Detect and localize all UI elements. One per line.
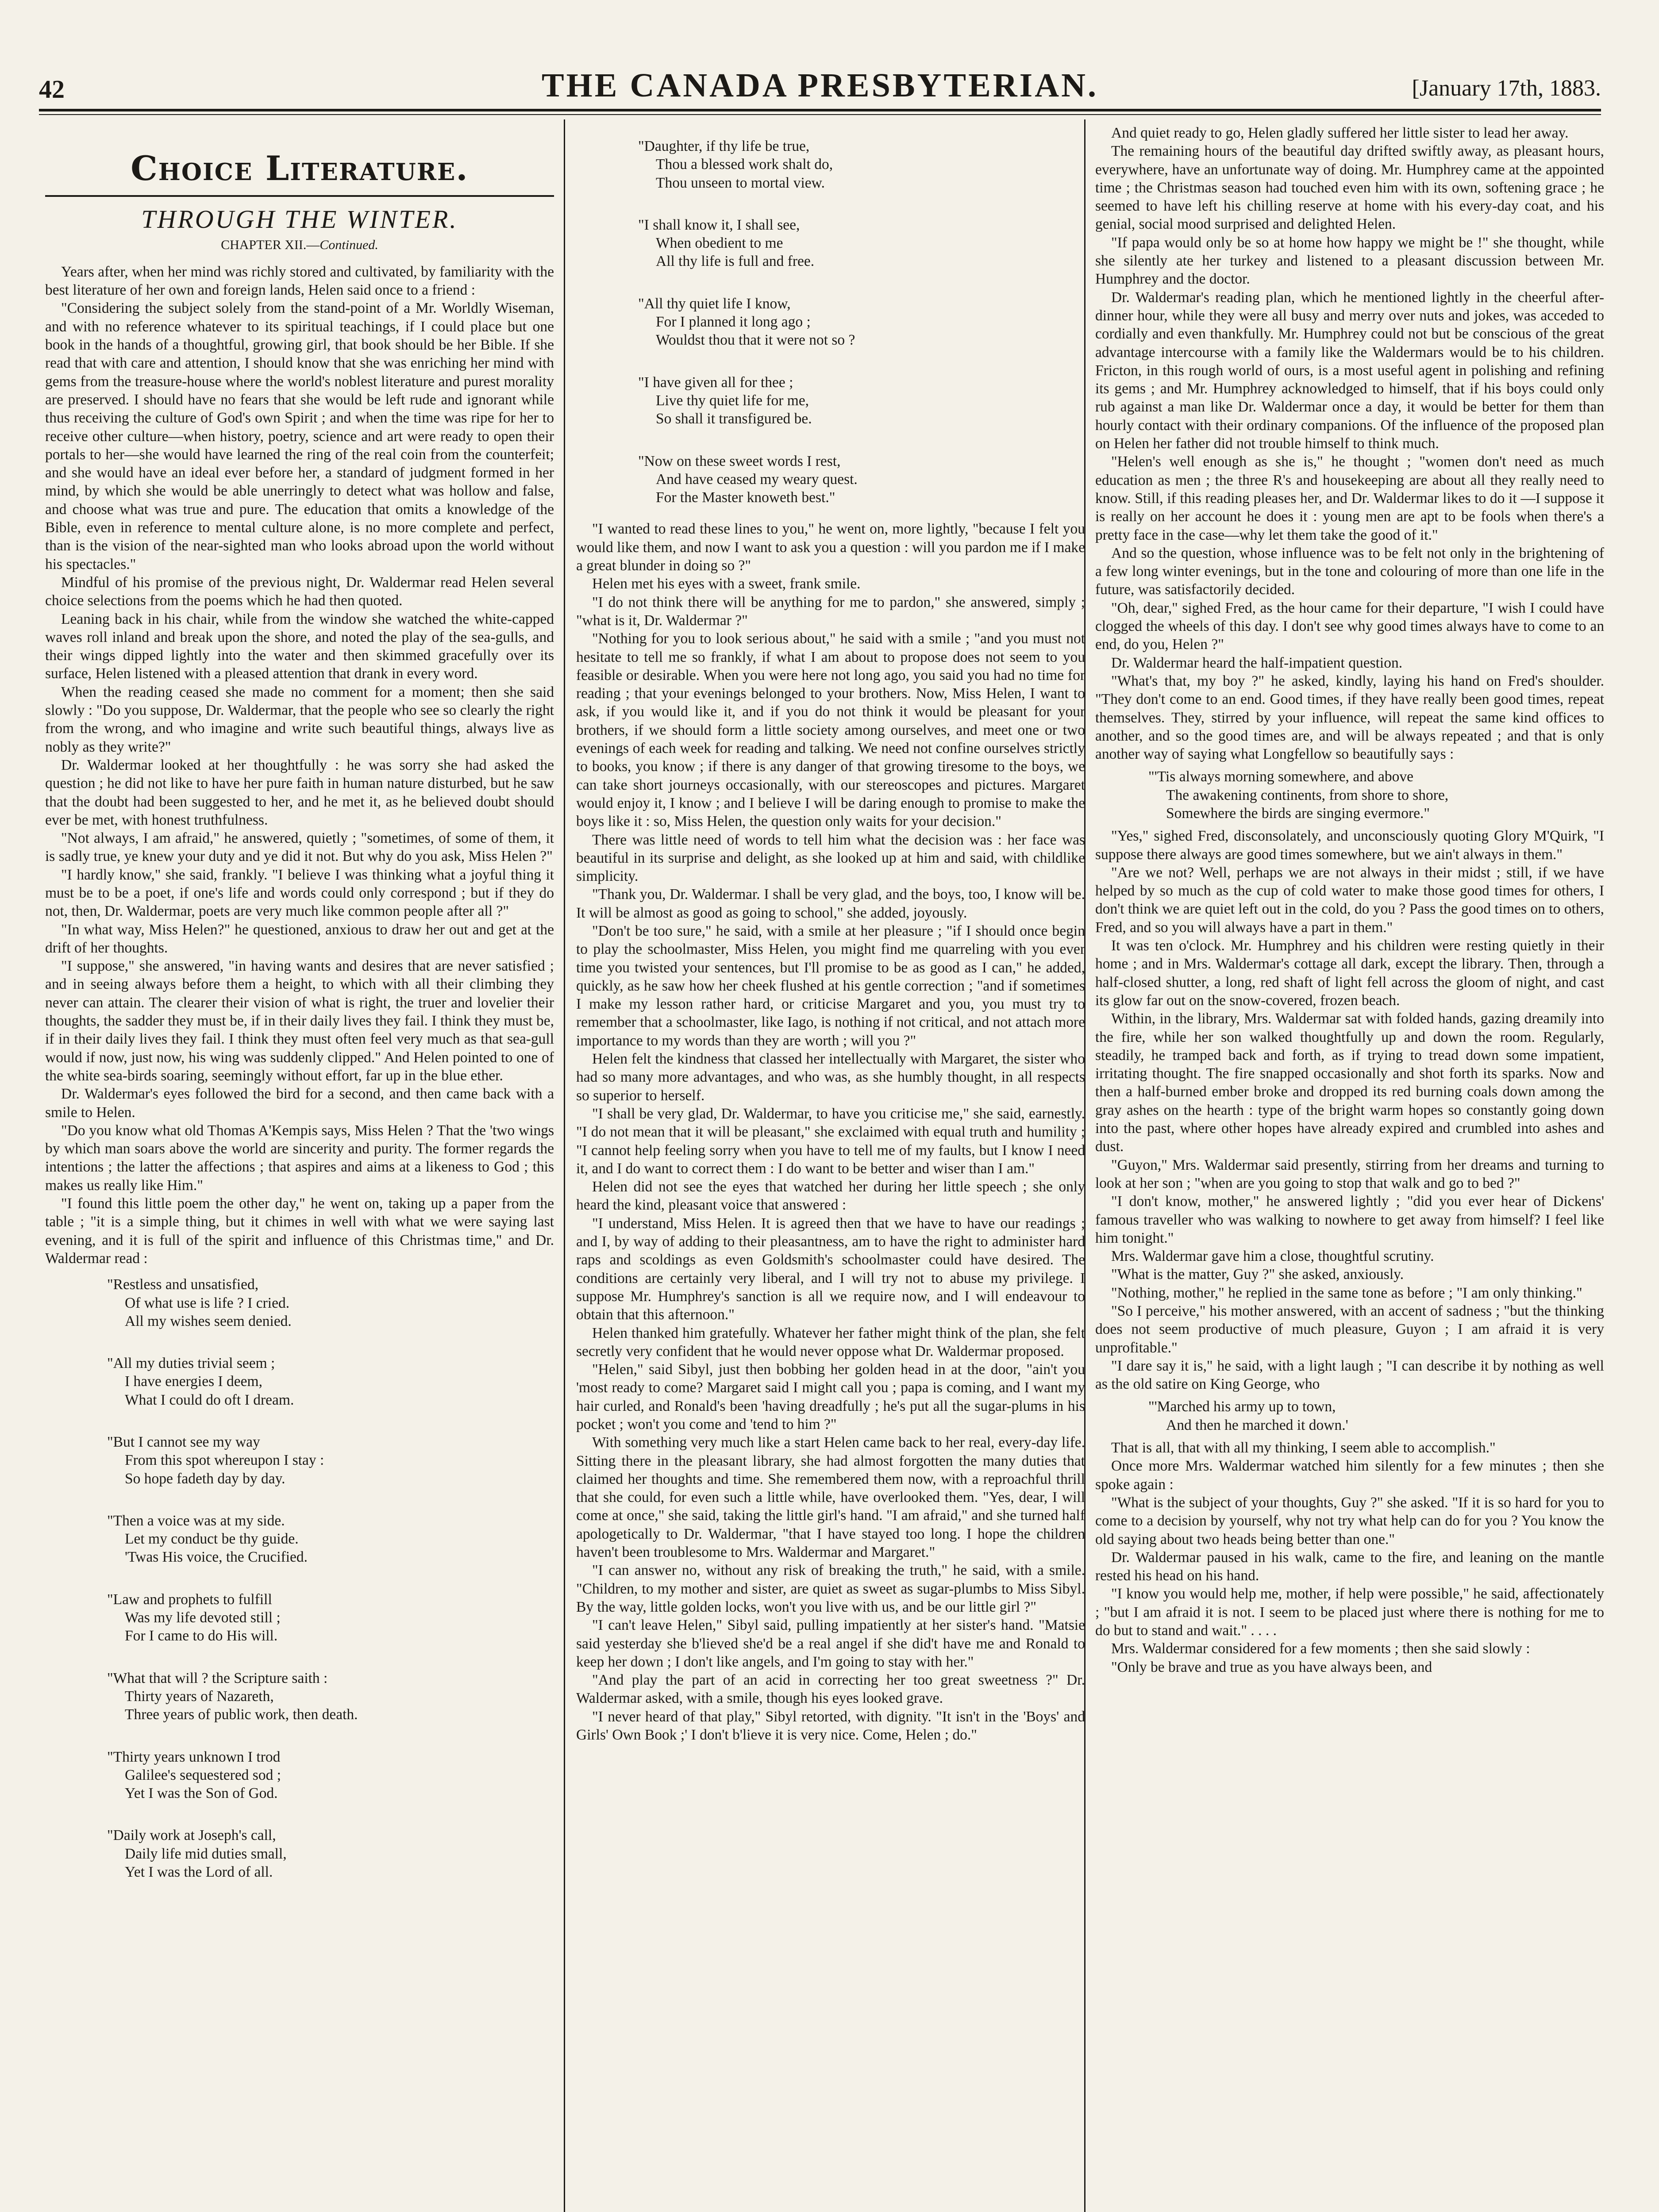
paragraph: "Helen's well enough as she is," he thought ; "women don't need as much education as men ; the three R's and housekeeping are about all they really need to know. Still, if this reading pleases her, and Dr. Waldermar likes to do it —I suppose it is really on her account he does it : young men are apt to be fools when there's a pretty face in the case—why let them take the good of it." <box>1095 453 1604 543</box>
poem-line: "Daily work at Joseph's call, <box>107 1827 276 1844</box>
chapter-continued: Continued. <box>319 237 378 252</box>
paragraph: "I never heard of that play," Sibyl retorted, with dignity. "It isn't in the 'Boys' and Girls' Own Book ;' I don't b'lieve it is very nice. Come, Helen ; do." <box>576 1708 1085 1743</box>
paragraph: Leaning back in his chair, while from the window she watched the white-capped waves roll inland and break upon the shore, and noted the play of the sea-gulls, and their wings dipped lightly into the water and then skimmed gracefully over its surface, Helen listened with a pleased attention that drank in every word. <box>45 611 554 682</box>
poem-line: "What that will ? the Scripture saith : <box>107 1670 328 1686</box>
poem-line: "Thirty years unknown I trod <box>107 1748 281 1765</box>
poem-line: All my wishes seem denied. <box>125 1313 292 1329</box>
poem-stanza <box>107 1748 554 1803</box>
paragraph: "Do you know what old Thomas A'Kempis says, Miss Helen ? That the 'two wings by which man soars above the world are sincerity and purity. The former regards the intentions ; the latter the affections ; that aspires and aims at a likeness to God ; this makes us really like Him." <box>45 1122 554 1194</box>
paragraph: "In what way, Miss Helen?" he questioned, anxious to draw her out and get at the drift of her thoughts. <box>45 921 554 956</box>
paragraph: "I know you would help me, mother, if help were possible," he said, affectionately ; "but I am afraid it is not. I seem to be placed just where there is nothing for me to do but to stand and wait." . . . . <box>1095 1586 1604 1639</box>
poem-stanza <box>107 1826 554 1881</box>
paragraph: Once more Mrs. Waldermar watched him silently for a few minutes ; then she spoke again : <box>1095 1458 1604 1493</box>
paragraph: "Considering the subject solely from the stand-point of a Mr. Worldly Wiseman, and with no reference whatever to its spiritual teachings, if I could place but one book in the hands of a thoughtful, growing girl, that book should be her Bible. If she read that with care and attention, I should know that she was enriching her mind with gems from the treasure-house where the world's noblest literature and purest morality are preserved. I should have no fears that she would be left rude and ignorant while thus receiving the culture of God's own Spirit ; and when the time was ripe for her to receive other culture—when history, poetry, science and art were ready to open their portals to her—she would have learned the ring of the real coin from the counterfeit; and she would have an ideal ever before her, a standard of judgment formed in her mind, by which she would be able unerringly to detect what was hollow and false, and choose what was true and pure. The education that omits a knowledge of the Bible, even in reference to mental culture alone, is no more complete and perfect, than is the vision of the near-sighted man who looks abroad upon the world without his spectacles." <box>45 300 554 572</box>
masthead-rule-thin <box>39 114 1601 115</box>
paragraph: "I dare say it is," he said, with a light laugh ; "I can describe it by nothing as well as the old satire on King George, who <box>1095 1357 1604 1393</box>
story-title: THROUGH THE WINTER. <box>141 205 458 234</box>
paragraph: "I suppose," she answered, "in having wants and desires that are never satisfied ; and in seeing always before them a height, to which with all their climbing they never can attain. The clearer their vision of what is right, the truer and lovelier their thoughts, the sadder they must be, if in their daily lives they fail. I think they must be, if in their daily lives they fail. I think they must often feel very much as that sea-gull would if now, just now, his wing was suddenly clipped." And Helen pointed to one of the white sea-birds soaring, seemingly without effort, far up in the blue ether. <box>45 958 554 1084</box>
poem-line: And have ceased my weary quest. <box>656 471 858 488</box>
paragraph: "What is the matter, Guy ?" she asked, anxiously. <box>1111 1266 1404 1283</box>
poem-line: From this spot whereupon I stay : <box>125 1452 324 1469</box>
poem-line: "All thy quiet life I know, <box>638 295 791 312</box>
poem-line: The awakening continents, from shore to shore, <box>1166 787 1449 803</box>
poem-line: "'Tis always morning somewhere, and above <box>1148 768 1414 785</box>
paragraph: "Nothing, mother," he replied in the same tone as before ; "I am only thinking." <box>1111 1284 1582 1301</box>
poem-stanza <box>107 1669 554 1724</box>
poem-line: So shall it transfigured be. <box>656 411 812 427</box>
paragraph: "Nothing for you to look serious about," he said with a smile ; "and you must not hesitate to tell me so frankly, if what I am about to propose does not seem to you feasible or desirable. When you were here not long ago, you said you had no time for reading ; that your evenings belonged to your brothers. Now, Miss Helen, I want to ask, if you would like it, and if you do not think it would be pleasant for your brothers, if we should form a little society among ourselves, and meet one or two evenings of each week for reading and talking. We need not confine ourselves strictly to books, you know ; if there is any danger of that growing tiresome to the boys, we can take short journeys occasionally, with our stereoscopes and pictures. Margaret would enjoy it, I know ; and I believe I will be daring enough to promise to make the boys like it : so, Miss Helen, the question only waits for your decision." <box>576 630 1085 830</box>
paragraph: Helen felt the kindness that classed her intellectually with Margaret, the sister who had so many more advantages, and who was, as she humbly thought, in all respects so superior to herself. <box>576 1051 1085 1104</box>
section-heading: Choice Literature. <box>131 149 469 188</box>
column-3 <box>1095 124 1604 2212</box>
paragraph: "If papa would only be so at home how happy we might be !" she thought, while she silently ate her turkey and listened to a pleasant discussion between Mr. Humphrey and the doctor. <box>1095 234 1604 288</box>
poem-line: Yet I was the Son of God. <box>125 1785 278 1802</box>
paragraph: When the reading ceased she made no comment for a moment; then she said slowly : "Do you suppose, Dr. Waldermar, that the people who see so clearly the right from the wrong, and who imagine and write such beautiful things, always live as nobly as they write?" <box>45 684 554 755</box>
column-divider <box>564 119 565 2212</box>
paragraph: Mrs. Waldermar gave him a close, thoughtful scrutiny. <box>1111 1248 1434 1265</box>
paragraph: And so the question, whose influence was to be felt not only in the brightening of a few long winter evenings, but in the tone and colouring of more than one life in the future, was satisfactorily decided. <box>1095 545 1604 598</box>
paragraph: "I do not think there will be anything for me to pardon," she answered, simply ; "what is it, Dr. Waldermar ?" <box>576 594 1085 629</box>
section-rule <box>45 195 554 197</box>
paragraph: "I can't leave Helen," Sibyl said, pulling impatiently at her sister's hand. "Matsie said yesterday she b'lieved she'd be a real angel if she did't have me and Ronald to keep her down ; I don't like angels, and I'm going to stay with her." <box>576 1617 1085 1670</box>
paragraph: "I don't know, mother," he answered lightly ; "did you ever hear of Dickens' famous traveller who was walking to nowhere to get away from himself? I feel like him tonight." <box>1095 1193 1604 1246</box>
paragraph: "And play the part of an acid in correcting her too great sweetness ?" Dr. Waldermar asked, with a smile, though his eyes looked grave. <box>576 1672 1085 1707</box>
poem <box>107 1275 554 1881</box>
poem-line: For I planned it long ago ; <box>656 314 811 330</box>
poem-stanza <box>107 1275 554 1330</box>
poem-line: "I shall know it, I shall see, <box>638 216 800 233</box>
poem-stanza <box>638 295 1085 349</box>
paragraph: "Guyon," Mrs. Waldermar said presently, stirring from her dreams and turning to look at her son ; "when are you going to stop that walk and go to bed ?" <box>1095 1156 1604 1191</box>
chapter-line <box>45 236 554 254</box>
poem-line: Thirty years of Nazareth, <box>125 1688 274 1705</box>
poem-stanza <box>107 1512 554 1567</box>
poem-line: Thou a blessed work shalt do, <box>656 156 833 173</box>
paragraph: The remaining hours of the beautiful day drifted swiftly away, as pleasant hours, everywhere, have an unfortunate way of doing. Mr. Humphrey came at the appointed time ; the Christmas season had touched even him with its own, softening grace ; he seemed to have left his chilling reserve at home with his every-day coat, and his genial, social mood surprised and delighted Helen. <box>1095 143 1604 233</box>
paragraph: There was little need of words to tell him what the decision was : her face was beautiful in its surprise and delight, as she looked up at him and said, with childlike simplicity. <box>576 831 1085 885</box>
paragraph: "I hardly know," she said, frankly. "I believe I was thinking what a joyful thing it must be to be a poet, if one's life and words could only correspond ; but if they do not, then, Dr. Waldermar, poets are very much like common people after all ?" <box>45 866 554 920</box>
paragraph: Dr. Waldermar looked at her thoughtfully : he was sorry she had asked the question ; he did not like to have her pure faith in human nature disturbed, but he saw that the doubt had been suggested to her, and he met it, as he believed doubt should ever be met, with honest truthfulness. <box>45 757 554 828</box>
poem-line: All thy life is full and free. <box>656 253 815 270</box>
poem-line: I have energies I deem, <box>125 1373 262 1390</box>
poem-stanza <box>638 216 1085 271</box>
poem-line: "Daughter, if thy life be true, <box>638 138 810 154</box>
column-2 <box>576 124 1085 2212</box>
paragraph: "I shall be very glad, Dr. Waldermar, to have you criticise me," she said, earnestly. "I do not mean that it will be pleasant," she exclaimed with equal truth and humility ; "I cannot help feeling sorry when you have to tell me of my faults, but I know I need it, and I do want to correct them : I do want to be better and wiser than I am." <box>576 1105 1085 1177</box>
poem-stanza <box>107 1354 554 1409</box>
poem-stanza <box>107 1590 554 1645</box>
poem-line: Of what use is life ? I cried. <box>125 1294 290 1311</box>
poem-line: When obedient to me <box>656 235 783 252</box>
paragraph: "I found this little poem the other day," he went on, taking up a paper from the table ; "it is a simple thing, but it chimes in well with what we were saying last evening, and it is full of the spirit and influence of this Christmas time," and Dr. Waldermar read : <box>45 1195 554 1267</box>
newspaper-title: THE CANADA PRESBYTERIAN. <box>541 67 1099 104</box>
paragraph: "What is the subject of your thoughts, Guy ?" she asked. "If it is so hard for you to come to a decision by yourself, why not try what help can do for you ? You know the old saying about two heads being better than one." <box>1095 1494 1604 1548</box>
poem-line: Three years of public work, then death. <box>125 1706 358 1723</box>
paragraph: "Oh, dear," sighed Fred, as the hour came for their departure, "I wish I could have clogged the wheels of this day. I don't see why good times always have to come to an end, do you, Helen ?" <box>1095 599 1604 653</box>
verse-quote <box>1148 1398 1604 1434</box>
paragraph: Helen did not see the eyes that watched her during her little speech ; she only heard the kind, pleasant voice that answered : <box>576 1179 1085 1214</box>
poem-line: "But I cannot see my way <box>107 1434 260 1450</box>
poem-line: Somewhere the birds are singing evermore." <box>1166 805 1430 822</box>
poem-line: Wouldst thou that it were not so ? <box>656 332 855 349</box>
paragraph: Dr. Waldermar's eyes followed the bird for a second, and then came back with a smile to Helen. <box>45 1086 554 1121</box>
paragraph: "Thank you, Dr. Waldermar. I shall be very glad, and the boys, too, I know will be. It will be almost as good as going to school," she added, joyously. <box>576 886 1085 921</box>
paragraph: Mrs. Waldermar considered for a few moments ; then she said slowly : <box>1111 1640 1530 1657</box>
poem-line: So hope fadeth day by day. <box>125 1470 285 1487</box>
poem-line: Let my conduct be thy guide. <box>125 1531 299 1548</box>
paragraph: That is all, that with all my thinking, I seem able to accomplish." <box>1111 1440 1496 1456</box>
poem-line: And then he marched it down.' <box>1166 1417 1348 1433</box>
poem-stanza <box>107 1433 554 1488</box>
poem-stanza <box>638 373 1085 428</box>
poem-stanza <box>638 452 1085 507</box>
masthead-rule <box>39 109 1601 111</box>
poem-line: Live thy quiet life for me, <box>656 392 809 409</box>
poem-line: "Law and prophets to fulfill <box>107 1591 272 1608</box>
poem-line: For I came to do His will. <box>125 1628 278 1644</box>
poem-line: 'Twas His voice, the Crucified. <box>125 1549 308 1566</box>
poem-line: "All my duties trivial seem ; <box>107 1355 275 1372</box>
paragraph: "Not always, I am afraid," he answered, quietly ; "sometimes, of some of them, it is sadly true, ye knew your duty and ye did it not. But why do you ask, Miss Helen ?" <box>45 830 554 865</box>
paragraph: It was ten o'clock. Mr. Humphrey and his children were resting quietly in their home ; and in Mrs. Waldermar's cottage all dark, except the library. Then, through a half-closed shutter, a long, red shaft of light fell across the gloom of night, and cast its glow far out on the snow-covered, frozen beach. <box>1095 937 1604 1009</box>
paragraph: "Don't be too sure," he said, with a smile at her pleasure ; "if I should once begin to play the schoolmaster, Miss Helen, you might find me quarreling with you ever time you twisted your sentences, but I'll promise to be as good as I can," he added, quickly, as he saw how her cheek flushed at his gentle correction ; "and if sometimes I make my lesson rather hard, or criticise Margaret and you, you must try to remember that a schoolmaster, like Iago, is nothing if not critical, and not attach more importance to my words than they are worth ; will you ?" <box>576 922 1085 1049</box>
paragraph: "Helen," said Sibyl, just then bobbing her golden head in at the door, "ain't you 'most ready to come? Margaret said I might call you ; papa is coming, and I want my hair curled, and Ronald's been 'having dreadfully ; he's put all the sugar-plums in his pocket ; won't you come and 'tend to him ?" <box>576 1361 1085 1432</box>
poem-line: "Then a voice was at my side. <box>107 1512 285 1529</box>
paragraph: "Yes," sighed Fred, disconsolately, and unconsciously quoting Glory M'Quirk, "I suppose there always are good times somewhere, but we ain't always in them." <box>1095 828 1604 863</box>
paragraph: Dr. Waldermar heard the half-impatient question. <box>1111 654 1403 671</box>
poem-line: "Restless and unsatisfied, <box>107 1276 259 1293</box>
poem-line: Yet I was the Lord of all. <box>125 1864 273 1881</box>
paragraph: Within, in the library, Mrs. Waldermar sat with folded hands, gazing dreamily into the fire, while her son walked thoughtfully up and down the room. Regularly, steadily, he tramped back and forth, as if trying to tread down some impatient, irritating thought. The fire snapped occasionally and shot forth its sparks. Now and then a half-burned ember broke and dropped its red burning coals down among the gray ashes on the hearth : type of the bright warm hopes so constantly going down into the past, where other hopes have already expired and crumbled into ashes and dust. <box>1095 1010 1604 1155</box>
column-1 <box>45 124 554 2212</box>
poem <box>638 137 1085 507</box>
paragraph: "Only be brave and true as you have always been, and <box>1111 1659 1432 1675</box>
paragraph: Helen met his eyes with a sweet, frank smile. <box>592 576 861 592</box>
paragraph: Dr. Waldermar paused in his walk, came to the fire, and leaning on the mantle rested his head on his hand. <box>1095 1549 1604 1584</box>
poem-line: "Now on these sweet words I rest, <box>638 453 841 469</box>
paragraph: "I can answer no, without any risk of breaking the truth," he said, with a smile. "Children, to my mother and sister, are quiet as sweet as sugar-plumbs to Miss Sibyl. By the way, little golden locks, won't you live with us, and be our little girl ?" <box>576 1562 1085 1615</box>
paragraph: "So I perceive," his mother answered, with an accent of sadness ; "but the thinking does not seem productive of much pleasure, Guyon ; I am afraid it is very unprofitable." <box>1095 1303 1604 1356</box>
poem-line: Was my life devoted still ; <box>125 1609 281 1626</box>
paragraph: Mindful of his promise of the previous night, Dr. Waldermar read Helen several choice selections from the poems which he had then quoted. <box>45 574 554 609</box>
paragraph: And quiet ready to go, Helen gladly suffered her little sister to lead her away. <box>1111 125 1569 141</box>
poem-line: "I have given all for thee ; <box>638 374 793 391</box>
poem-line: Daily life mid duties small, <box>125 1845 287 1862</box>
paragraph: "Are we not? Well, perhaps we are not always in their midst ; still, if we have helped by so much as the cup of cold water to make those good times for others, I don't think we are quiet left out in the cold, do you ? Pass the good times on to others, Fred, and so you will always have a part in them." <box>1095 864 1604 936</box>
poem-line: Galilee's sequestered sod ; <box>125 1767 281 1783</box>
page-number: 42 <box>39 75 65 104</box>
paragraph: "I wanted to read these lines to you," he went on, more lightly, "because I felt you would like them, and now I want to ask you a question : will you pardon me if I make a great blunder in doing so ?" <box>576 521 1085 574</box>
poem-line: "'Marched his army up to town, <box>1148 1398 1336 1415</box>
poem-line: Thou unseen to mortal view. <box>656 174 825 191</box>
paragraph: Helen thanked him gratefully. Whatever her father might think of the plan, she felt secretly very confident that he would never oppose what Dr. Waldermar proposed. <box>576 1325 1085 1359</box>
poem-line: What I could do oft I dream. <box>125 1391 294 1408</box>
masthead <box>39 66 1601 115</box>
poem-line: For the Master knoweth best." <box>656 489 835 506</box>
paragraph: "What's that, my boy ?" he asked, kindly, laying his hand on Fred's shoulder. "They don't come to an end. Good times, if they have really been good times, repeat themselves. They, stirred by your influence, will repeat the same kind offices to another, and so the good times are, and will be always repeated ; and that is only another way of saying what Longfellow so beautifully says : <box>1095 672 1604 763</box>
paragraph: Years after, when her mind was richly stored and cultivated, by familiarity with the best literature of her own and foreign lands, Helen said once to a friend : <box>45 263 554 299</box>
poem-stanza <box>638 137 1085 192</box>
paragraph: With something very much like a start Helen came back to her real, every-day life. Sitting there in the pleasant library, she had almost forgotten the many duties that claimed her thoughts and time. She remembered them now, with a reproachful thrill that she could, for even such a little while, have overlooked them. "Yes, dear, I will come at once," she said, taking the little girl's hand. "I am afraid," and she turned half apologetically to Dr. Waldermar, "that I have stayed too long. I hope the children haven't been troublesome to Mrs. Waldermar and Margaret." <box>576 1434 1085 1561</box>
paragraph: Dr. Waldermar's reading plan, which he mentioned lightly in the cheerful after-dinner hour, while they were all busy and merry over nuts and jokes, was acceded to cordially and even thankfully. Mr. Humphrey could not but be conscious of the great advantage intercourse with a family like the Waldermars would be to his children. Fricton, in this rough world of ours, is a most useful agent in polishing and refining its gems ; and Mr. Humphrey acknowledged to himself, that if his boys could only rub against a man like Dr. Waldermar once a day, it would be better for them than hourly contact with their ordinary companions. Of the influence of the proposed plan on Helen her father did not trouble himself to think much. <box>1095 289 1604 452</box>
chapter-number: CHAPTER XII.— <box>221 237 320 252</box>
verse-quote <box>1148 768 1604 822</box>
paragraph: "I understand, Miss Helen. It is agreed then that we have to have our readings ; and I, by way of adding to their pleasantness, am to have the right to administer hard raps and scoldings as even Goldsmith's schoolmaster could have desired. The conditions are certainly very liberal, and I will try not to abuse my privilege. I suppose Mr. Humphrey's sanction is all we require now, and I will endeavour to obtain that this afternoon." <box>576 1215 1085 1323</box>
issue-date: [January 17th, 1883. <box>1412 76 1601 101</box>
